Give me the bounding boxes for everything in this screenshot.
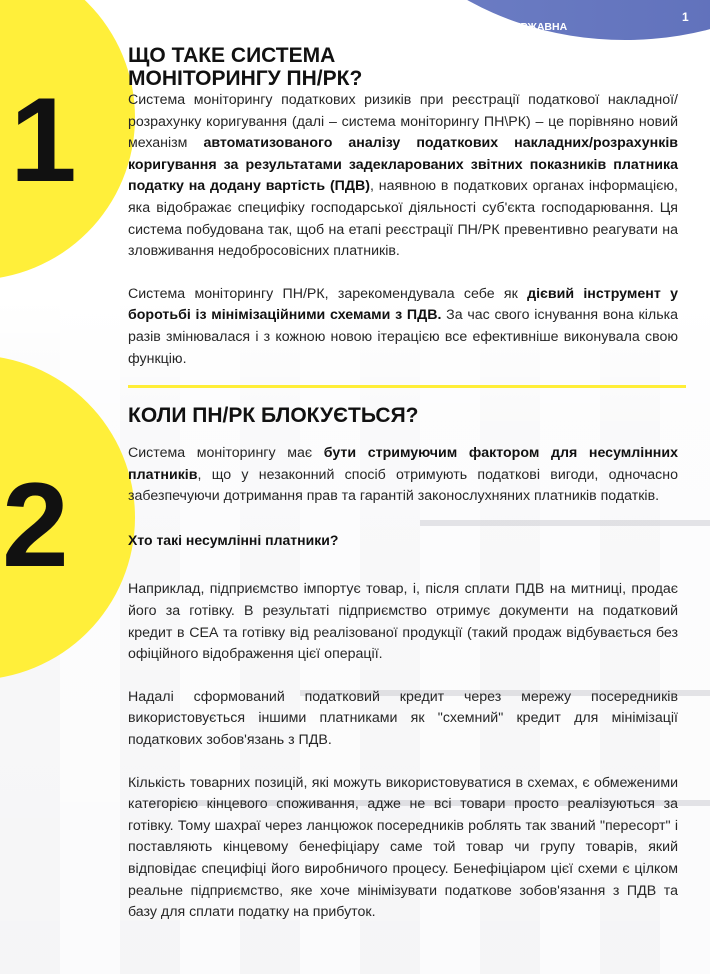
section-2-title: КОЛИ ПН/РК БЛОКУЄТЬСЯ?	[128, 404, 419, 427]
section-2-paragraph-4: Кількість товарних позицій, які можуть використовуватися в схемах, є обмеженими категорією кінцевого споживання, адже не всі товари просто реалізуються за готівку. Тому шахраї через ланцюжок посередників роблять так званий "пересорт" і поставляють кінцевому бенефіціару саме той товар чи групу товарів, який відповідає специфіці його виробничого процесу. Бенефіціаром цієї схеми є цілком реальне підприємство, яке хоче мінімізувати податкове зобов'язання з ПДВ та базу для сплати податку на прибуток.	[128, 774, 678, 921]
section-1-title	[128, 44, 678, 90]
text-run: За час свого існування вона кілька разів змінювалася і з кожною новою ітерацією все ефективніше виконувала свою функцію.	[128, 307, 678, 367]
section-1-number: 1	[10, 73, 77, 207]
section-2-subheading: Хто такі несумлінні платники?	[128, 531, 339, 548]
text-run: Система моніторингу податкових ризиків при реєстрації податкової накладної/розрахунку коригування (далі – система моніторингу ПН\РК) – це порівняно новий механізм	[128, 92, 678, 152]
section-2-paragraph-3: Надалі сформований податковий кредит через мережу посередників використовується іншими платниками як "схемний" кредит для мінімізації податкових зобов'язань з ПДВ.	[128, 688, 678, 748]
text-run: , що у незаконний спосіб отримують податкові вигоди, одночасно забезпечуючи дотримання прав та гарантій законослухняних платників податків.	[128, 466, 678, 505]
section-divider	[128, 385, 686, 388]
agency-line-3: СЛУЖБА УКРАЇНИ	[506, 47, 599, 59]
section-1-title-line-2: МОНІТОРИНГУ ПН/РК?	[128, 67, 363, 90]
text-run: , наявною в податкових органах інформацією, яка відображає специфіку господарської діяльності суб'єкта господарювання. Ця система побудована так, щоб на етапі реєстрації ПН/РК превентивно реагувати на зловживання недобросовісних платників.	[128, 178, 678, 260]
text-run-bold: бути стримуючим фактором для несумлінних платників	[128, 445, 678, 483]
text-run: Система моніторингу ПН/РК, зарекомендувала себе як	[128, 285, 528, 302]
text-run: Система моніторингу має	[128, 445, 324, 461]
text-run-bold: дієвий інструмент у боротьбі із мінімізаційними схемами з ПДВ.	[128, 285, 678, 324]
section-1-paragraph-2	[128, 284, 678, 370]
section-2-number: 2	[2, 458, 69, 592]
section-1	[128, 44, 678, 370]
section-2	[128, 404, 678, 924]
section-2-paragraph-1	[128, 443, 678, 508]
section-1-paragraph-1	[128, 90, 678, 263]
page-number: 1	[682, 10, 689, 24]
section-1-title-line-1: ЩО ТАКЕ СИСТЕМА	[128, 44, 336, 67]
text-run-bold: автоматизованого аналізу податкових накладних/розрахунків коригування за результатами задекларованих звітних показників платника податку на додану вартість (ПДВ)	[128, 135, 678, 195]
agency-line-1: ДЕРЖАВНА	[506, 21, 568, 33]
agency-line-2: ПОДАТКОВА	[506, 34, 572, 46]
section-2-paragraph-2: Наприклад, підприємство імпортує товар, і, після сплати ПДВ на митниці, продає його за готівку. В результаті підприємство отримує документи на податковий кредит в СЕА та готівку від реалізованої продукції (такий продаж відбувається без офіційного відображення цієї операції.	[128, 581, 678, 663]
